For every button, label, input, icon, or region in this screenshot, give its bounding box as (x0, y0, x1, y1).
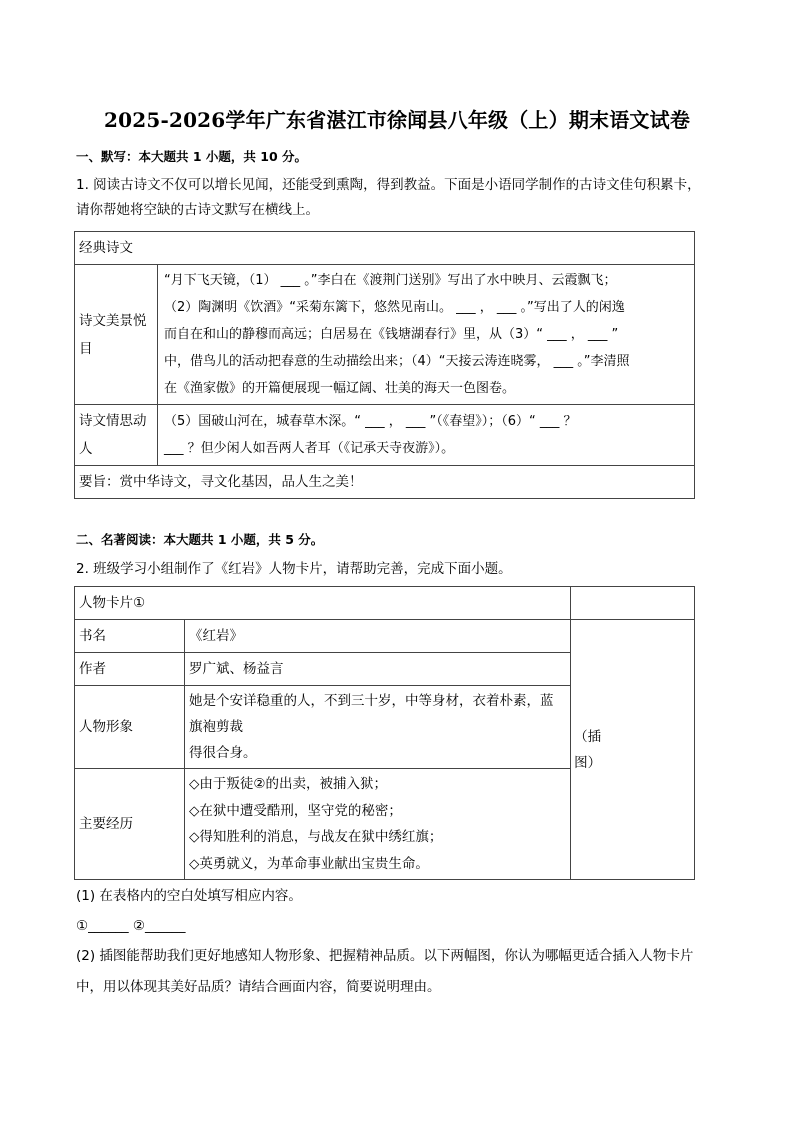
sub-question-1-blanks: ①______ ②______ (76, 918, 186, 934)
poetry-table-header: 经典诗文 (75, 232, 695, 265)
experience-item-2: ◇在狱中遭受酷刑，坚守党的秘密； (189, 802, 402, 819)
value-book: 《红岩》 (185, 620, 571, 653)
label-image: 人物形象 (75, 686, 185, 769)
q1-intro-line2: 请你帮她将空缺的古诗文默写在横线上。 (76, 202, 319, 218)
value-image-line1: 她是个安详稳重的人，不到三十岁，中等身材，衣着朴素，蓝旗袍剪裁 (189, 693, 554, 735)
sub-question-2-line1: (2) 插图能帮助我们更好地感知人物形象、把握精神品质。以下两幅图，你认为哪幅更适合插入人物卡片 (76, 948, 694, 964)
card-title-empty (571, 587, 695, 620)
row1-line-3: 而自在和山的静穆而高远；白居易在《钱塘湖春行》里，从（3）“ ___ ， ___ ” (164, 327, 619, 342)
q2-intro: 2. 班级学习小组制作了《红岩》人物卡片，请帮助完善，完成下面小题。 (76, 561, 512, 577)
label-book: 书名 (75, 620, 185, 653)
card-title: 人物卡片① (75, 587, 571, 620)
value-author: 罗广斌、杨益言 (185, 653, 571, 686)
row1-line-4: 中，借鸟儿的活动把春意的生动描绘出来；（4）“天接云涛连晓雾， ___ 。”李清照 (164, 354, 630, 369)
value-image (185, 686, 571, 769)
sub-question-1: (1) 在表格内的空白处填写相应内容。 (76, 888, 302, 904)
poetry-table-footer: 要旨：赏中华诗文，寻文化基因，品人生之美！ (75, 466, 695, 499)
sub-question-2 (76, 944, 716, 1000)
q1-intro (76, 173, 716, 223)
row2-content (158, 405, 695, 466)
picture-label-2: 图） (574, 754, 602, 771)
row1-label: 诗文美景悦目 (75, 265, 158, 405)
value-image-line2: 得很合身。 (189, 745, 257, 761)
picture-cell (571, 620, 695, 880)
value-experience (185, 769, 571, 880)
character-card-table (74, 586, 695, 880)
row1-line-1: “月下飞天镜，（1） ___ 。”李白在《渡荆门送别》写出了水中映月、云霞飘飞； (164, 273, 617, 288)
experience-item-3: ◇得知胜利的消息，与战友在狱中绣红旗； (189, 829, 443, 845)
row2-label: 诗文情思动人 (75, 405, 158, 466)
row1-content (158, 265, 695, 405)
label-author: 作者 (75, 653, 185, 686)
row2-line-2: ___ ？但少闲人如吾两人者耳（《记承天寺夜游》）。 (164, 441, 455, 456)
page-title: 2025-2026学年广东省湛江市徐闻县八年级（上）期末语文试卷 (103, 108, 691, 132)
picture-label-1: （插 (574, 728, 602, 745)
q1-intro-line1: 1. 阅读古诗文不仅可以增长见闻，还能受到熏陶，得到教益。下面是小语同学制作的古诗文佳句积累卡， (76, 177, 701, 193)
experience-item-1: ◇由于叛徒②的出卖，被捕入狱； (189, 776, 388, 792)
row1-line-2: （2）陶渊明《饮酒》“采菊东篱下，悠然见南山。 ___ ， ___ 。”写出了人的闲逸 (164, 300, 625, 315)
section1-heading: 一、默写：本大题共 1 小题，共 10 分。 (76, 149, 308, 164)
sub-question-2-line2: 中，用以体现其美好品质？请结合画面内容，简要说明理由。 (76, 979, 441, 995)
experience-item-4: ◇英勇就义，为革命事业献出宝贵生命。 (189, 855, 429, 872)
section2-heading: 二、名著阅读：本大题共 1 小题，共 5 分。 (76, 532, 324, 547)
poetry-table (74, 231, 695, 499)
row2-line-1: （5）国破山河在，城春草木深。“ ___ ， ___ ”（《春望》）；（6）“ ___ ？ (164, 414, 577, 429)
row1-line-5: 在《渔家傲》的开篇便展现一幅辽阔、壮美的海天一色图卷。 (164, 381, 516, 396)
label-experience: 主要经历 (75, 769, 185, 880)
